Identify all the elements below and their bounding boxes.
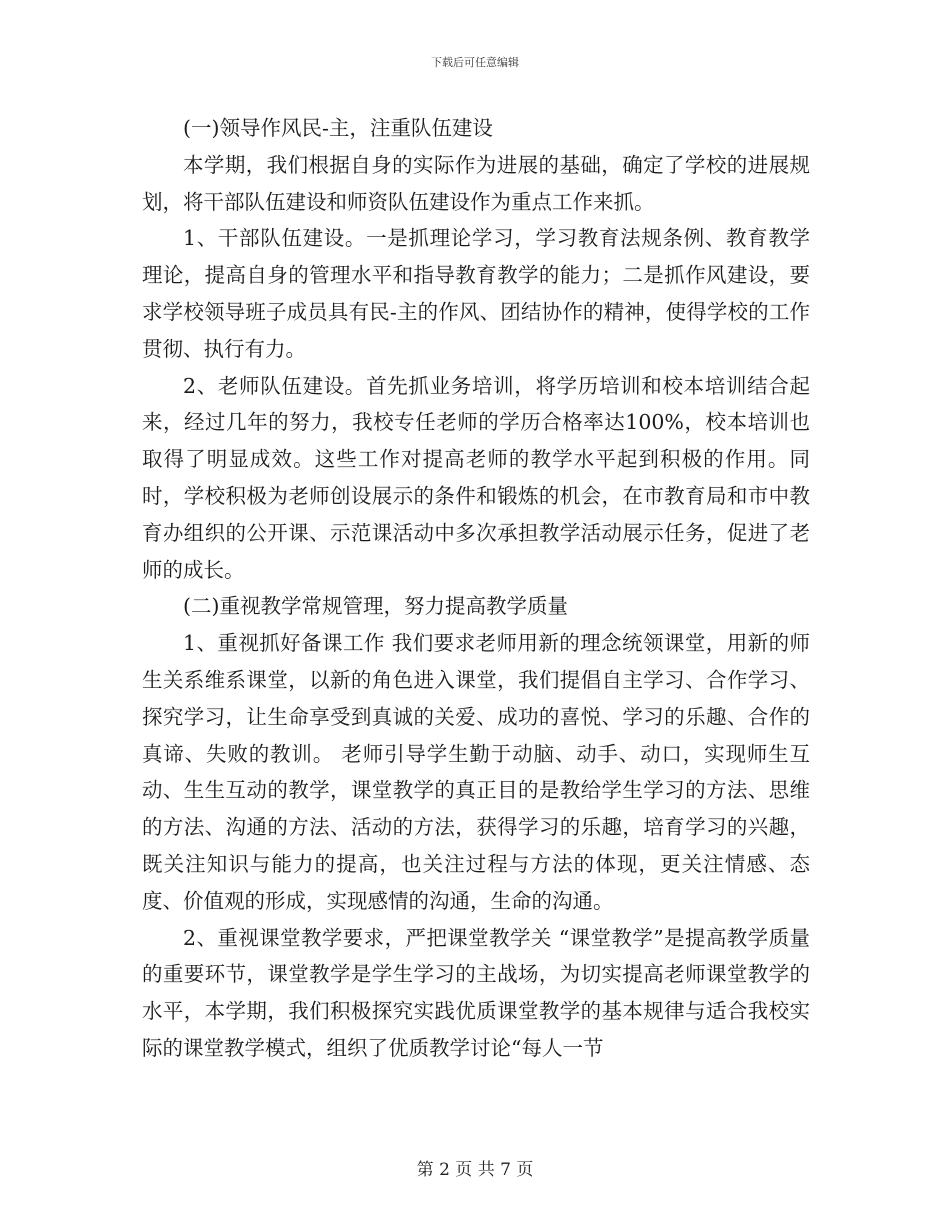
paragraph: 1、重视抓好备课工作 我们要求老师用新的理念统领课堂，用新的师生关系维系课堂，以新的角色进入课堂，我们提倡自主学习、合作学习、探究学习，让生命享受到真诚的关爱、成功的喜悦、学习的乐趣、合作的真谛、失败的教训。 老师引导学生勤于动脑、动手、动口，实现师生互动、生生互动的教学，课堂教学的真正目的是教给学生学习的方法、思维的方法、沟通的方法、活动的方法，获得学习的乐趣，培育学习的兴趣，既关注知识与能力的提高，也关注过程与方法的体现，更关注情感、态度、价值观的形成，实现感情的沟通，生命的沟通。: [142, 631, 810, 913]
paragraph: 2、老师队伍建设。首先抓业务培训，将学历培训和校本培训结合起来，经过几年的努力，我校专任老师的学历合格率达100%，校本培训也取得了明显成效。这些工作对提高老师的教学水平起到积极的作用。同时，学校积极为老师创设展示的条件和锻炼的机会，在市教育局和市中教育办组织的公开课、示范课活动中多次承担教学活动展示任务，促进了老师的成长。: [142, 373, 810, 582]
header-note: 下载后可任意编辑: [431, 56, 519, 69]
paragraph: 2、重视课堂教学要求，严把课堂教学关 “课堂教学”是提高教学质量的重要环节，课堂教学是学生学习的主战场，为切实提高老师课堂教学的水平，本学期，我们积极探究实践优质课堂教学的基本规律与适合我校实际的课堂教学模式，组织了优质教学讨论“每人一节: [142, 925, 810, 1060]
section-heading-1: (一)领导作风民-主，注重队伍建设: [183, 116, 493, 140]
page-number: 第 2 页 共 7 页: [416, 1160, 534, 1180]
paragraph: 1、干部队伍建设。一是抓理论学习，学习教育法规条例、教育教学理论，提高自身的管理水平和指导教育教学的能力；二是抓作风建设，要求学校领导班子成员具有民-主的作风、团结协作的精神，使得学校的工作贯彻、执行有力。: [142, 226, 810, 361]
document-body: [142, 110, 810, 1067]
section-heading-2: (二)重视教学常规管理，努力提高教学质量: [183, 594, 568, 619]
paragraph: 本学期，我们根据自身的实际作为进展的基础，确定了学校的进展规划，将干部队伍建设和师资队伍建设作为重点工作来抓。: [142, 152, 810, 214]
